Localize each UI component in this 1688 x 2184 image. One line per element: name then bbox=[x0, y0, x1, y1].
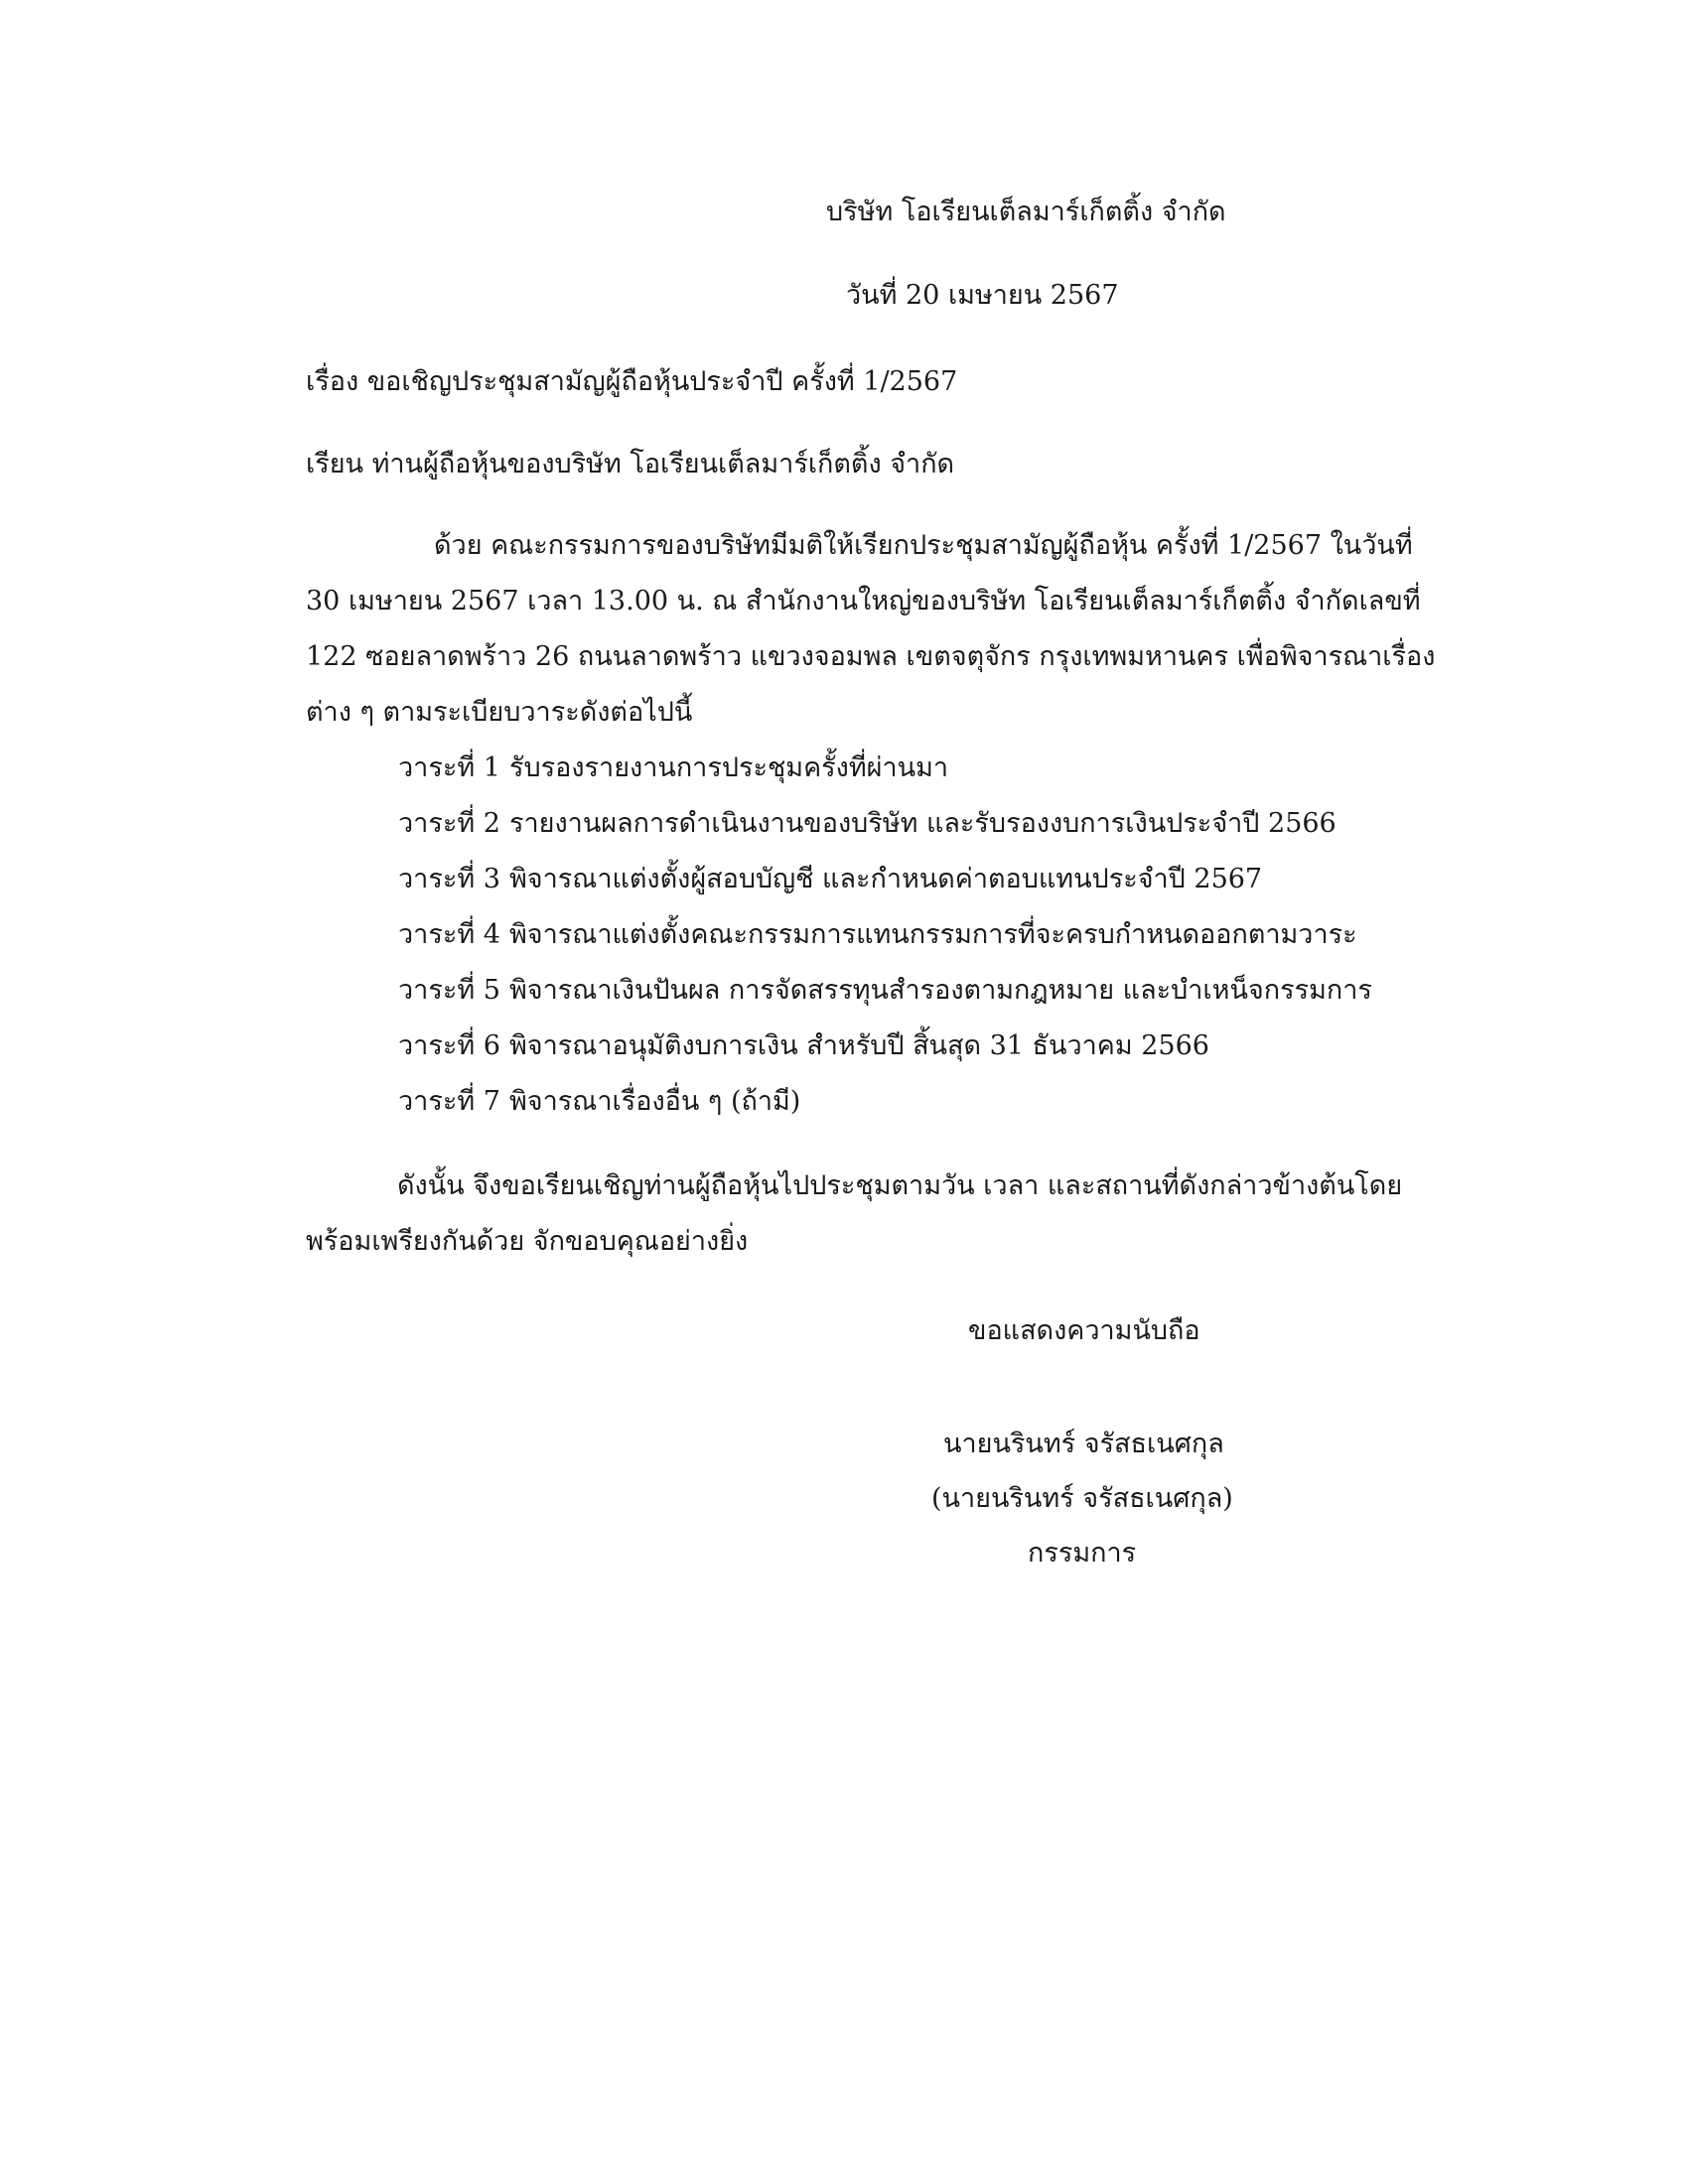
letter-salutation: เรียน ท่านผู้ถือหุ้นของบริษัท โอเรียนเต็ลมาร์เก็ตติ้ง จำกัด bbox=[306, 449, 955, 479]
agenda-item bbox=[398, 751, 1372, 807]
intro-line: ต่าง ๆ ตามระเบียบวาระดังต่อไปนี้ bbox=[306, 697, 693, 728]
agenda-number: วาระที่ 7 bbox=[398, 1086, 500, 1117]
intro-line: 122 ซอยลาดพร้าว 26 ถนนลาดพร้าว แขวงจอมพล เขตจตุจักร กรุงเทพมหานคร เพื่อพิจารณาเรื่อง bbox=[306, 641, 1436, 672]
intro-line: 30 เมษายน 2567 เวลา 13.00 น. ณ สำนักงานใหญ่ของบริษัท โอเรียนเต็ลมาร์เก็ตติ้ง จำกัดเลขที่ bbox=[306, 586, 1421, 616]
intro-line: ด้วย คณะกรรมการของบริษัทมีมติให้เรียกประชุมสามัญผู้ถือหุ้น ครั้งที่ 1/2567 ในวันที่ bbox=[434, 530, 1413, 561]
company-name: บริษัท โอเรียนเต็ลมาร์เก็ตติ้ง จำกัด bbox=[826, 197, 1226, 227]
agenda-item bbox=[398, 807, 1372, 863]
agenda-number: วาระที่ 3 bbox=[398, 864, 500, 894]
agenda-number: วาระที่ 2 bbox=[398, 808, 500, 839]
signature-name: นายนรินทร์ จรัสธเนศกุล bbox=[943, 1429, 1224, 1459]
intro-paragraph bbox=[306, 529, 1435, 751]
letter-date: วันที่ 20 เมษายน 2567 bbox=[846, 280, 1119, 311]
agenda-number: วาระที่ 5 bbox=[398, 975, 500, 1006]
agenda-text: พิจารณาแต่งตั้งคณะกรรมการแทนกรรมการที่จะครบกำหนดออกตามวาระ bbox=[509, 919, 1357, 950]
letter-subject: เรื่อง ขอเชิญประชุมสามัญผู้ถือหุ้นประจำปี ครั้งที่ 1/2567 bbox=[306, 366, 958, 397]
agenda-number: วาระที่ 4 bbox=[398, 919, 500, 950]
agenda-text: พิจารณาอนุมัติงบการเงิน สำหรับปี สิ้นสุด 31 ธันวาคม 2566 bbox=[509, 1030, 1209, 1061]
agenda-number: วาระที่ 1 bbox=[398, 752, 500, 783]
regards: ขอแสดงความนับถือ bbox=[968, 1315, 1200, 1346]
agenda-item bbox=[398, 974, 1372, 1029]
agenda-item bbox=[398, 863, 1372, 918]
agenda-text: รายงานผลการดำเนินงานของบริษัท และรับรองงบการเงินประจำปี 2566 bbox=[509, 808, 1336, 839]
agenda-item bbox=[398, 1029, 1372, 1085]
agenda-item bbox=[398, 918, 1372, 974]
agenda-item bbox=[398, 1085, 1372, 1141]
closing-paragraph bbox=[306, 1169, 1402, 1281]
signature-printed-name: (นายนรินทร์ จรัสธเนศกุล) bbox=[931, 1483, 1233, 1514]
signature-title: กรรมการ bbox=[1028, 1538, 1137, 1569]
agenda-text: พิจารณาแต่งตั้งผู้สอบบัญชี และกำหนดค่าตอบแทนประจำปี 2567 bbox=[509, 864, 1263, 894]
closing-line: ดังนั้น จึงขอเรียนเชิญท่านผู้ถือหุ้นไปประชุมตามวัน เวลา และสถานที่ดังกล่าวข้างต้นโดย bbox=[397, 1170, 1403, 1201]
agenda-text: พิจารณาเรื่องอื่น ๆ (ถ้ามี) bbox=[509, 1086, 801, 1117]
agenda-list bbox=[398, 751, 1372, 1141]
agenda-text: รับรองรายงานการประชุมครั้งที่ผ่านมา bbox=[509, 752, 949, 783]
agenda-text: พิจารณาเงินปันผล การจัดสรรทุนสำรองตามกฎหมาย และบำเหน็จกรรมการ bbox=[509, 975, 1372, 1006]
closing-line: พร้อมเพรียงกันด้วย จักขอบคุณอย่างยิ่ง bbox=[306, 1226, 749, 1257]
agenda-number: วาระที่ 6 bbox=[398, 1030, 500, 1061]
